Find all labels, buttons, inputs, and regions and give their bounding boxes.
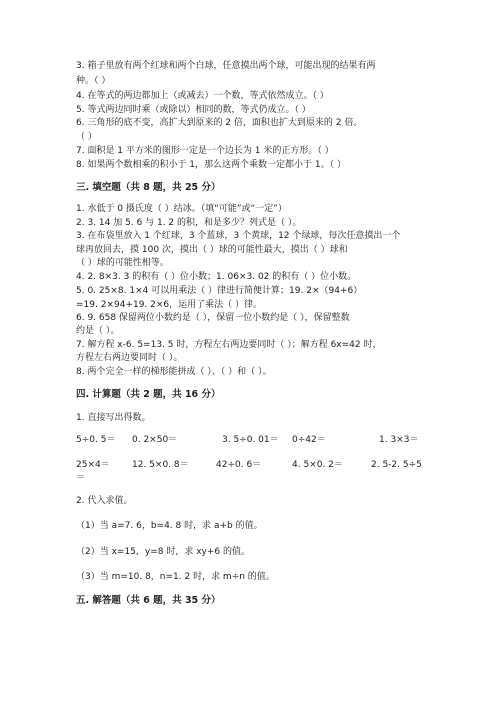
fill-item-1: 1. 水低于 0 摄氏度（ ）结冰。（填“可能”或“一定”） — [76, 204, 287, 214]
calc-q2-item-1: （1）当 a=7. 6，b=4. 8 时，求 a+b 的值。 — [76, 521, 263, 531]
section-fill-heading: 三. 填空题（共 8 题，共 25 分） — [76, 182, 221, 193]
calc-cell: 42÷0. 6＝ — [216, 460, 262, 470]
judge-item-3-line-1: 3. 箱子里放有两个红球和两个白球，任意摸出两个球，可能出现的结果有两 — [76, 61, 376, 71]
section-calc-heading: 四. 计算题（共 2 题，共 16 分） — [76, 389, 221, 400]
judge-item-3-line-2: 种。（ ） — [76, 76, 111, 86]
calc-cell: 2. 5-2. 5÷5 — [371, 460, 422, 470]
calc-q1-title: 1. 直接写出得数。 — [76, 413, 151, 423]
calc-q2-item-2: （2）当 x=15，y=8 时，求 xy+6 的值。 — [76, 547, 251, 557]
fill-item-2: 2. 3. 14 加 5. 6 与 1. 2 的积，和是多少？列式是（ ）。 — [76, 218, 302, 228]
fill-item-6-line-2: 约是（ ）。 — [76, 326, 120, 336]
fill-item-5-line-1: 5. 0. 25×8. 1×4 可以用乘法（ ）律进行简便计算；19. 2×（94+6） — [76, 286, 363, 296]
calc-cell: 5÷0. 5＝ — [76, 435, 116, 445]
fill-item-7-line-1: 7. 解方程 x-6. 5=13. 5 时，方程左右两边要同时（ ）；解方程 6x=42 时， — [76, 340, 382, 350]
judge-item-6-line-1: 6. 三角形的底不变，高扩大到原来的 2 倍，面积也扩大到原来的 2 倍。 — [76, 118, 363, 128]
fill-item-7-line-2: 方程左右两边要同时（ ）。 — [76, 353, 183, 363]
calc-cell: 3. 5÷0. 01＝ — [222, 435, 279, 445]
fill-item-5-line-2: =19. 2×94+19. 2×6，运用了乘法（ ）律。 — [76, 300, 263, 310]
fill-item-3-line-3: （ ）球的可能性相等。 — [76, 258, 169, 268]
judge-item-5: 5. 等式两边同时乘（或除以）相同的数，等式仍成立。（ ） — [76, 105, 311, 115]
calc-cell: 0. 2×50＝ — [132, 435, 178, 445]
fill-item-3-line-2: 球再放回去，摸 100 次，摸出（ ）球的可能性最大，摸出（ ）球和 — [76, 245, 348, 255]
fill-item-3-line-1: 3. 在布袋里放入 1 个红球，3 个蓝球，3 个黄球，12 个绿球，每次任意摸出一个 — [76, 231, 401, 241]
calc-cell: 12. 5×0. 8＝ — [132, 460, 189, 470]
calc-cell: 25×4＝ — [76, 460, 110, 470]
calc-cell: 1. 3×3＝ — [379, 435, 419, 445]
calc-q2-title: 2. 代入求值。 — [76, 496, 133, 506]
judge-item-4: 4. 在等式的两边都加上（或减去）一个数，等式依然成立。（ ） — [76, 91, 329, 101]
fill-item-6-line-1: 6. 9. 658 保留两位小数约是（ ），保留一位小数约是（ ），保留整数 — [76, 313, 350, 323]
fill-item-4: 4. 2. 8×3. 3 的积有（ ）位小数；1. 06×3. 02 的积有（ ）位小数。 — [76, 272, 357, 282]
section-solve-heading: 五. 解答题（共 6 题，共 35 分） — [76, 595, 221, 606]
judge-item-8: 8. 如果两个数相乘的积小于 1，那么这两个乘数一定都小于 1。（ ） — [76, 160, 346, 170]
judge-item-6-line-2: （ ） — [76, 132, 97, 142]
calc-cell: 4. 5×0. 2＝ — [292, 460, 343, 470]
fill-item-8: 8. 两个完全一样的梯形能拼成（ ）、（ ）和（ ）。 — [76, 367, 272, 377]
judge-item-7: 7. 面积是 1 平方米的图形一定是一个边长为 1 米的正方形。（ ） — [76, 146, 334, 156]
calc-cell: 0÷42＝ — [292, 435, 326, 445]
calc-q2-item-3: （3）当 m=10. 8，n=1. 2 时，求 m÷n 的值。 — [76, 572, 275, 582]
calc-row-2-wrap: ＝ — [76, 473, 86, 483]
